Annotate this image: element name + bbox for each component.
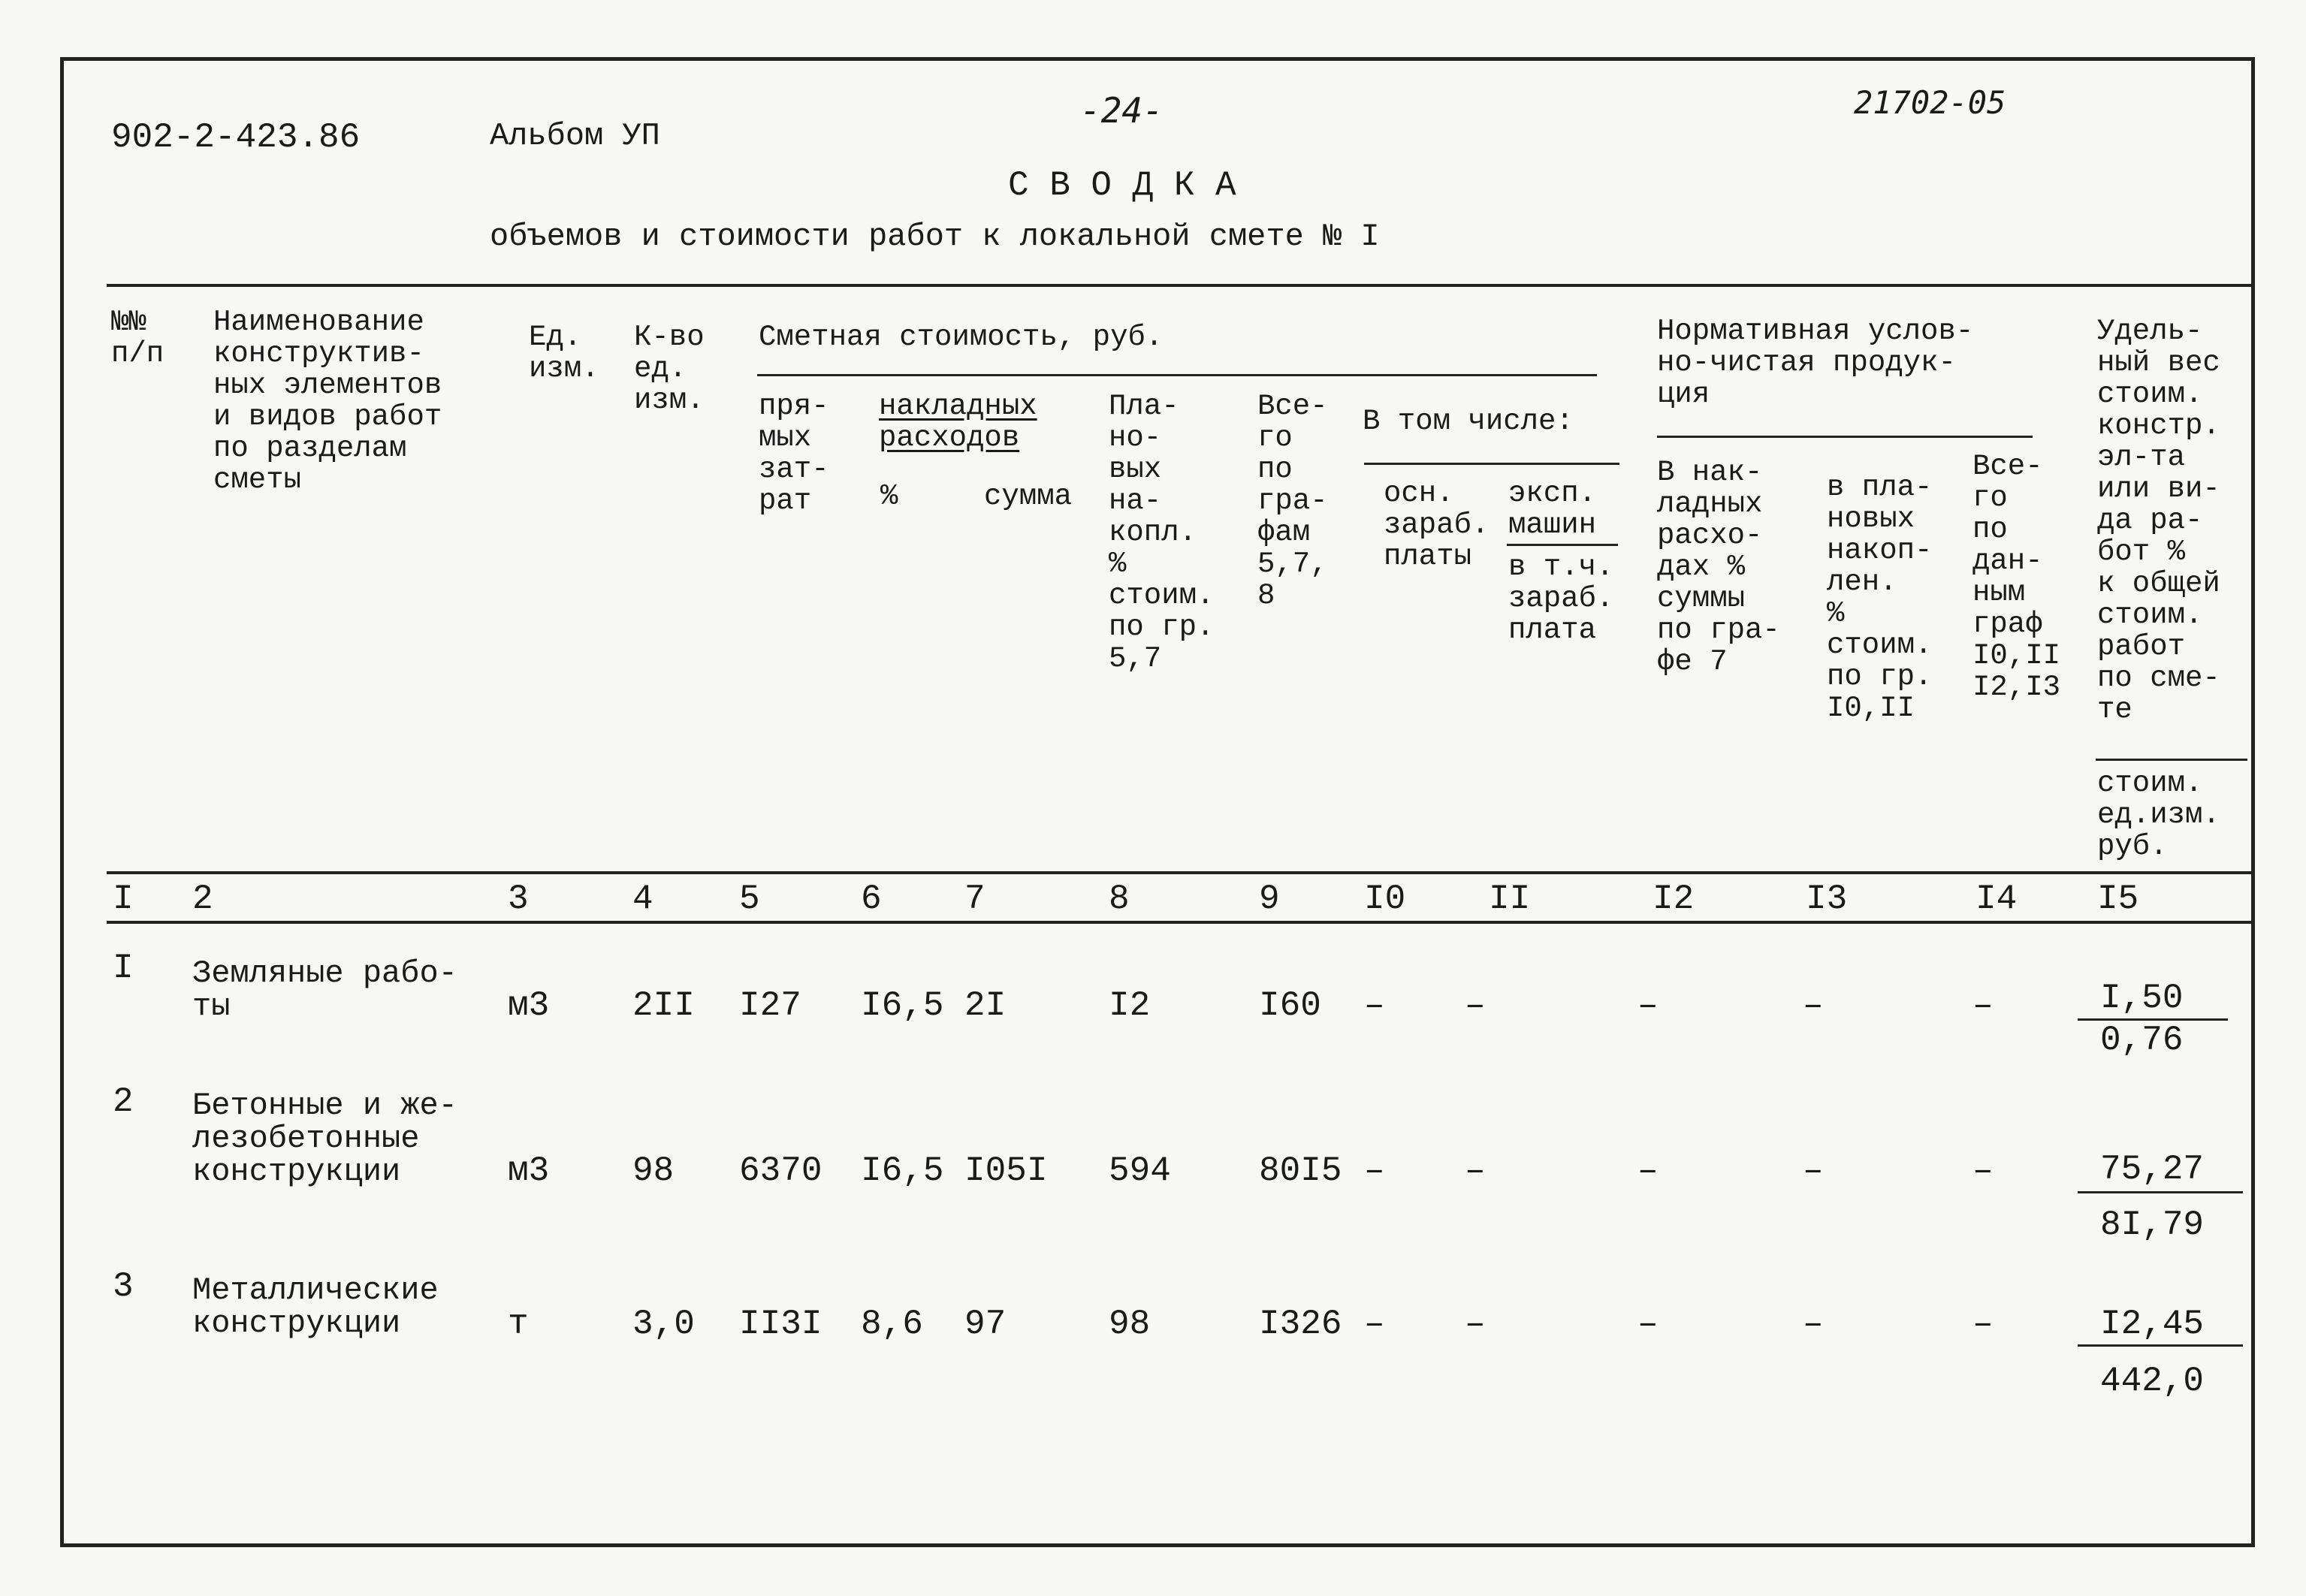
header-col-base-wage: осн. зараб. платы <box>1384 477 1490 573</box>
row-col13: – <box>1803 986 1824 1025</box>
row-number: 3 <box>113 1267 134 1306</box>
row-quantity: 3,0 <box>632 1305 695 1344</box>
row-col14: – <box>1972 1151 1994 1190</box>
document-title: С В О Д К А <box>1008 166 1236 205</box>
header-col-overhead-pct: % <box>880 480 898 513</box>
document-code: 902-2-423.86 <box>111 118 361 157</box>
header-col-machines-wage: в т.ч. зараб. плата <box>1508 551 1614 647</box>
header-col-quantity: К-во ед. изм. <box>634 321 705 417</box>
header-group-cost: Сметная стоимость, руб. <box>759 321 1164 354</box>
header-group-normative: Нормативная услов- но-чистая продук- ция <box>1657 315 1974 411</box>
row-overhead-pct: I6,5 <box>861 986 944 1025</box>
row-unit: м3 <box>508 1151 550 1190</box>
row-name: Металлические конструкции <box>192 1272 439 1341</box>
row-direct-cost: 6370 <box>739 1151 822 1190</box>
column-number: I <box>113 879 134 919</box>
header-bottom-rule <box>107 871 2252 874</box>
machines-split-rule <box>1507 544 1618 546</box>
row-share-rule <box>2078 1344 2243 1347</box>
row-col11: – <box>1465 1151 1486 1190</box>
row-col14: – <box>1972 1305 1994 1344</box>
header-col-total: Все- го по гра- фам 5,7, 8 <box>1257 390 1328 612</box>
row-col13: – <box>1803 1151 1824 1190</box>
row-col13: – <box>1803 1305 1824 1344</box>
column-number: I0 <box>1364 879 1406 919</box>
row-col14: – <box>1972 986 1994 1025</box>
header-col-norm-overhead: В нак- ладных расхо- дах % суммы по гра- фе 7 <box>1657 456 1780 678</box>
column-number: 2 <box>192 879 213 919</box>
row-col10: – <box>1364 1151 1385 1190</box>
row-unit-cost: 8I,79 <box>2100 1205 2205 1245</box>
row-overhead-sum: I05I <box>964 1151 1048 1190</box>
column-number: I4 <box>1975 879 2018 919</box>
row-overhead-pct: 8,6 <box>861 1305 923 1344</box>
row-name: Земляные рабо- ты <box>192 955 457 1024</box>
norm-group-rule <box>1657 436 2033 438</box>
column-number: 9 <box>1259 879 1280 919</box>
row-unit: т <box>508 1305 529 1344</box>
row-col11: – <box>1465 1305 1486 1344</box>
row-col12: – <box>1637 1305 1659 1344</box>
column-number: I5 <box>2097 879 2139 919</box>
row-share: 75,27 <box>2100 1150 2205 1189</box>
cost-group-rule <box>757 374 1597 376</box>
row-number: I <box>113 949 134 988</box>
row-share-rule <box>2078 1191 2243 1193</box>
header-group-overhead: накладных расходов <box>879 390 1037 454</box>
header-col-name: Наименование конструктив- ных элементов и видов работ по разделам сметы <box>213 306 442 496</box>
column-number: 7 <box>964 879 985 919</box>
row-overhead-sum: 2I <box>964 986 1007 1025</box>
row-direct-cost: II3I <box>739 1305 822 1344</box>
column-number: I3 <box>1806 879 1848 919</box>
album-label: Альбом УП <box>490 118 660 154</box>
row-col12: – <box>1637 1151 1659 1190</box>
column-number: 6 <box>861 879 882 919</box>
header-group-including: В том числе: <box>1363 405 1574 438</box>
row-planned: 594 <box>1109 1151 1171 1190</box>
header-col-norm-total: Все- го по дан- ным граф I0,II I2,I3 <box>1972 450 2061 704</box>
row-unit-cost: 442,0 <box>2100 1362 2205 1401</box>
row-total: I326 <box>1259 1305 1342 1344</box>
header-col-unit: Ед. изм. <box>529 321 599 385</box>
row-share: I2,45 <box>2100 1305 2205 1344</box>
row-unit: м3 <box>508 986 550 1025</box>
row-col12: – <box>1637 986 1659 1025</box>
row-quantity: 98 <box>632 1151 675 1190</box>
row-col10: – <box>1364 986 1385 1025</box>
column-number: 3 <box>508 879 529 919</box>
row-col11: – <box>1465 986 1486 1025</box>
row-quantity: 2II <box>632 986 695 1025</box>
column-number: II <box>1489 879 1531 919</box>
row-direct-cost: I27 <box>739 986 801 1025</box>
row-col10: – <box>1364 1305 1385 1344</box>
incl-group-rule <box>1364 463 1619 465</box>
row-total: 80I5 <box>1259 1151 1342 1190</box>
header-col-machines: эксп. машин <box>1508 477 1597 542</box>
row-number: 2 <box>113 1082 134 1121</box>
row-total: I60 <box>1259 986 1321 1025</box>
header-col-norm-planned: в пла- новых накоп- лен. % стоим. по гр. I0,II <box>1827 471 1933 725</box>
row-name: Бетонные и же- лезобетонные конструкции <box>192 1088 457 1190</box>
header-col-overhead-sum: сумма <box>984 480 1073 513</box>
header-col-planned: Пла- но- вых на- копл. % стоим. по гр. 5,7 <box>1109 390 1215 675</box>
row-share: I,50 <box>2100 979 2184 1018</box>
header-col-number: №№ п/п <box>111 306 164 370</box>
row-overhead-pct: I6,5 <box>861 1151 944 1190</box>
column-number: 4 <box>632 879 653 919</box>
row-overhead-sum: 97 <box>964 1305 1007 1344</box>
header-col-direct: пря- мых зат- рат <box>759 390 829 517</box>
header-col-share: Удель- ный вес стоим. констр. эл-та или ви- да ра- бот % к общей стоим. работ по сме- те <box>2097 315 2220 726</box>
row-unit-cost: 0,76 <box>2100 1021 2184 1060</box>
header-col-unit-cost: стоим. ед.изм. руб. <box>2097 767 2220 863</box>
stamp-number: 21702-05 <box>1854 84 2006 121</box>
column-numbers-rule <box>107 921 2252 924</box>
col15-split-rule <box>2096 759 2247 761</box>
column-number: 5 <box>739 879 760 919</box>
row-planned: 98 <box>1109 1305 1151 1344</box>
row-planned: I2 <box>1109 986 1151 1025</box>
table-top-rule <box>107 284 2252 287</box>
column-number: I2 <box>1653 879 1695 919</box>
document-subtitle: объемов и стоимости работ к локальной смете № I <box>490 219 1380 255</box>
column-number: 8 <box>1109 879 1130 919</box>
page-number: -24- <box>1080 90 1164 131</box>
